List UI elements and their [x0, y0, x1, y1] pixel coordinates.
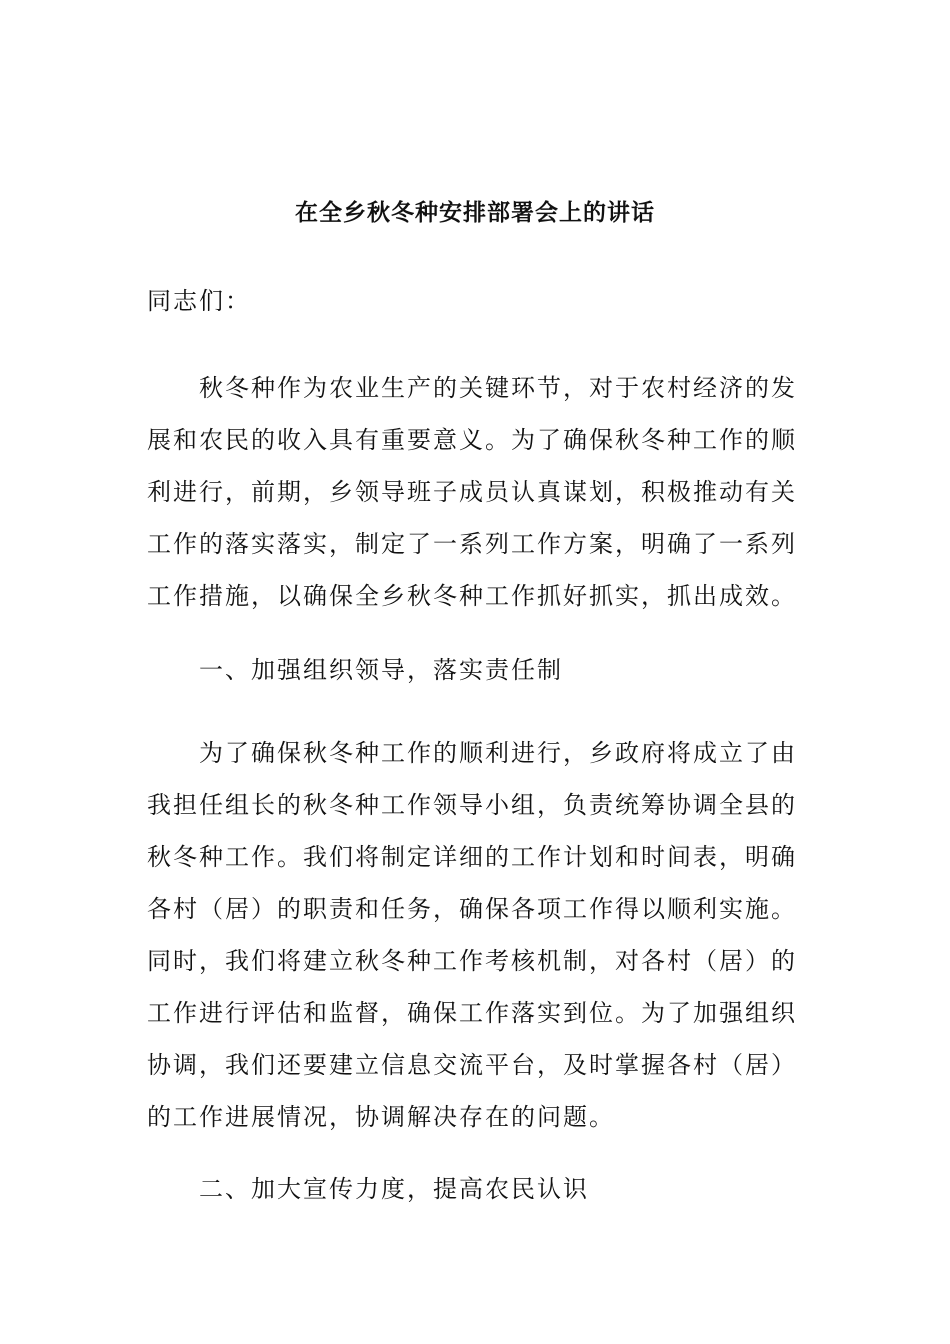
paragraph-intro: 秋冬种作为农业生产的关键环节，对于农村经济的发展和农民的收入具有重要意义。为了确保秋冬种工作的顺利进行，前期，乡领导班子成员认真谋划，积极推动有关工作的落实落实，制定了一系列工作方案，明确了一系列工作措施，以确保全乡秋冬种工作抓好抓实，抓出成效。	[147, 374, 797, 610]
paragraph-section-1: 为了确保秋冬种工作的顺利进行，乡政府将成立了由我担任组长的秋冬种工作领导小组，负责统筹协调全县的秋冬种工作。我们将制定详细的工作计划和时间表，明确各村（居）的职责和任务，确保各项工作得以顺利实施。同时，我们将建立秋冬种工作考核机制，对各村（居）的工作进行评估和监督，确保工作落实到位。为了加强组织协调，我们还要建立信息交流平台，及时掌握各村（居）的工作进展情况，协调解决存在的问题。	[147, 739, 797, 1131]
section-heading-1: 一、加强组织领导，落实责任制	[199, 656, 563, 684]
section-heading-2: 二、加大宣传力度，提高农民认识	[199, 1175, 589, 1203]
document-title: 在全乡秋冬种安排部署会上的讲话	[295, 199, 655, 226]
salutation: 同志们：	[147, 287, 251, 315]
